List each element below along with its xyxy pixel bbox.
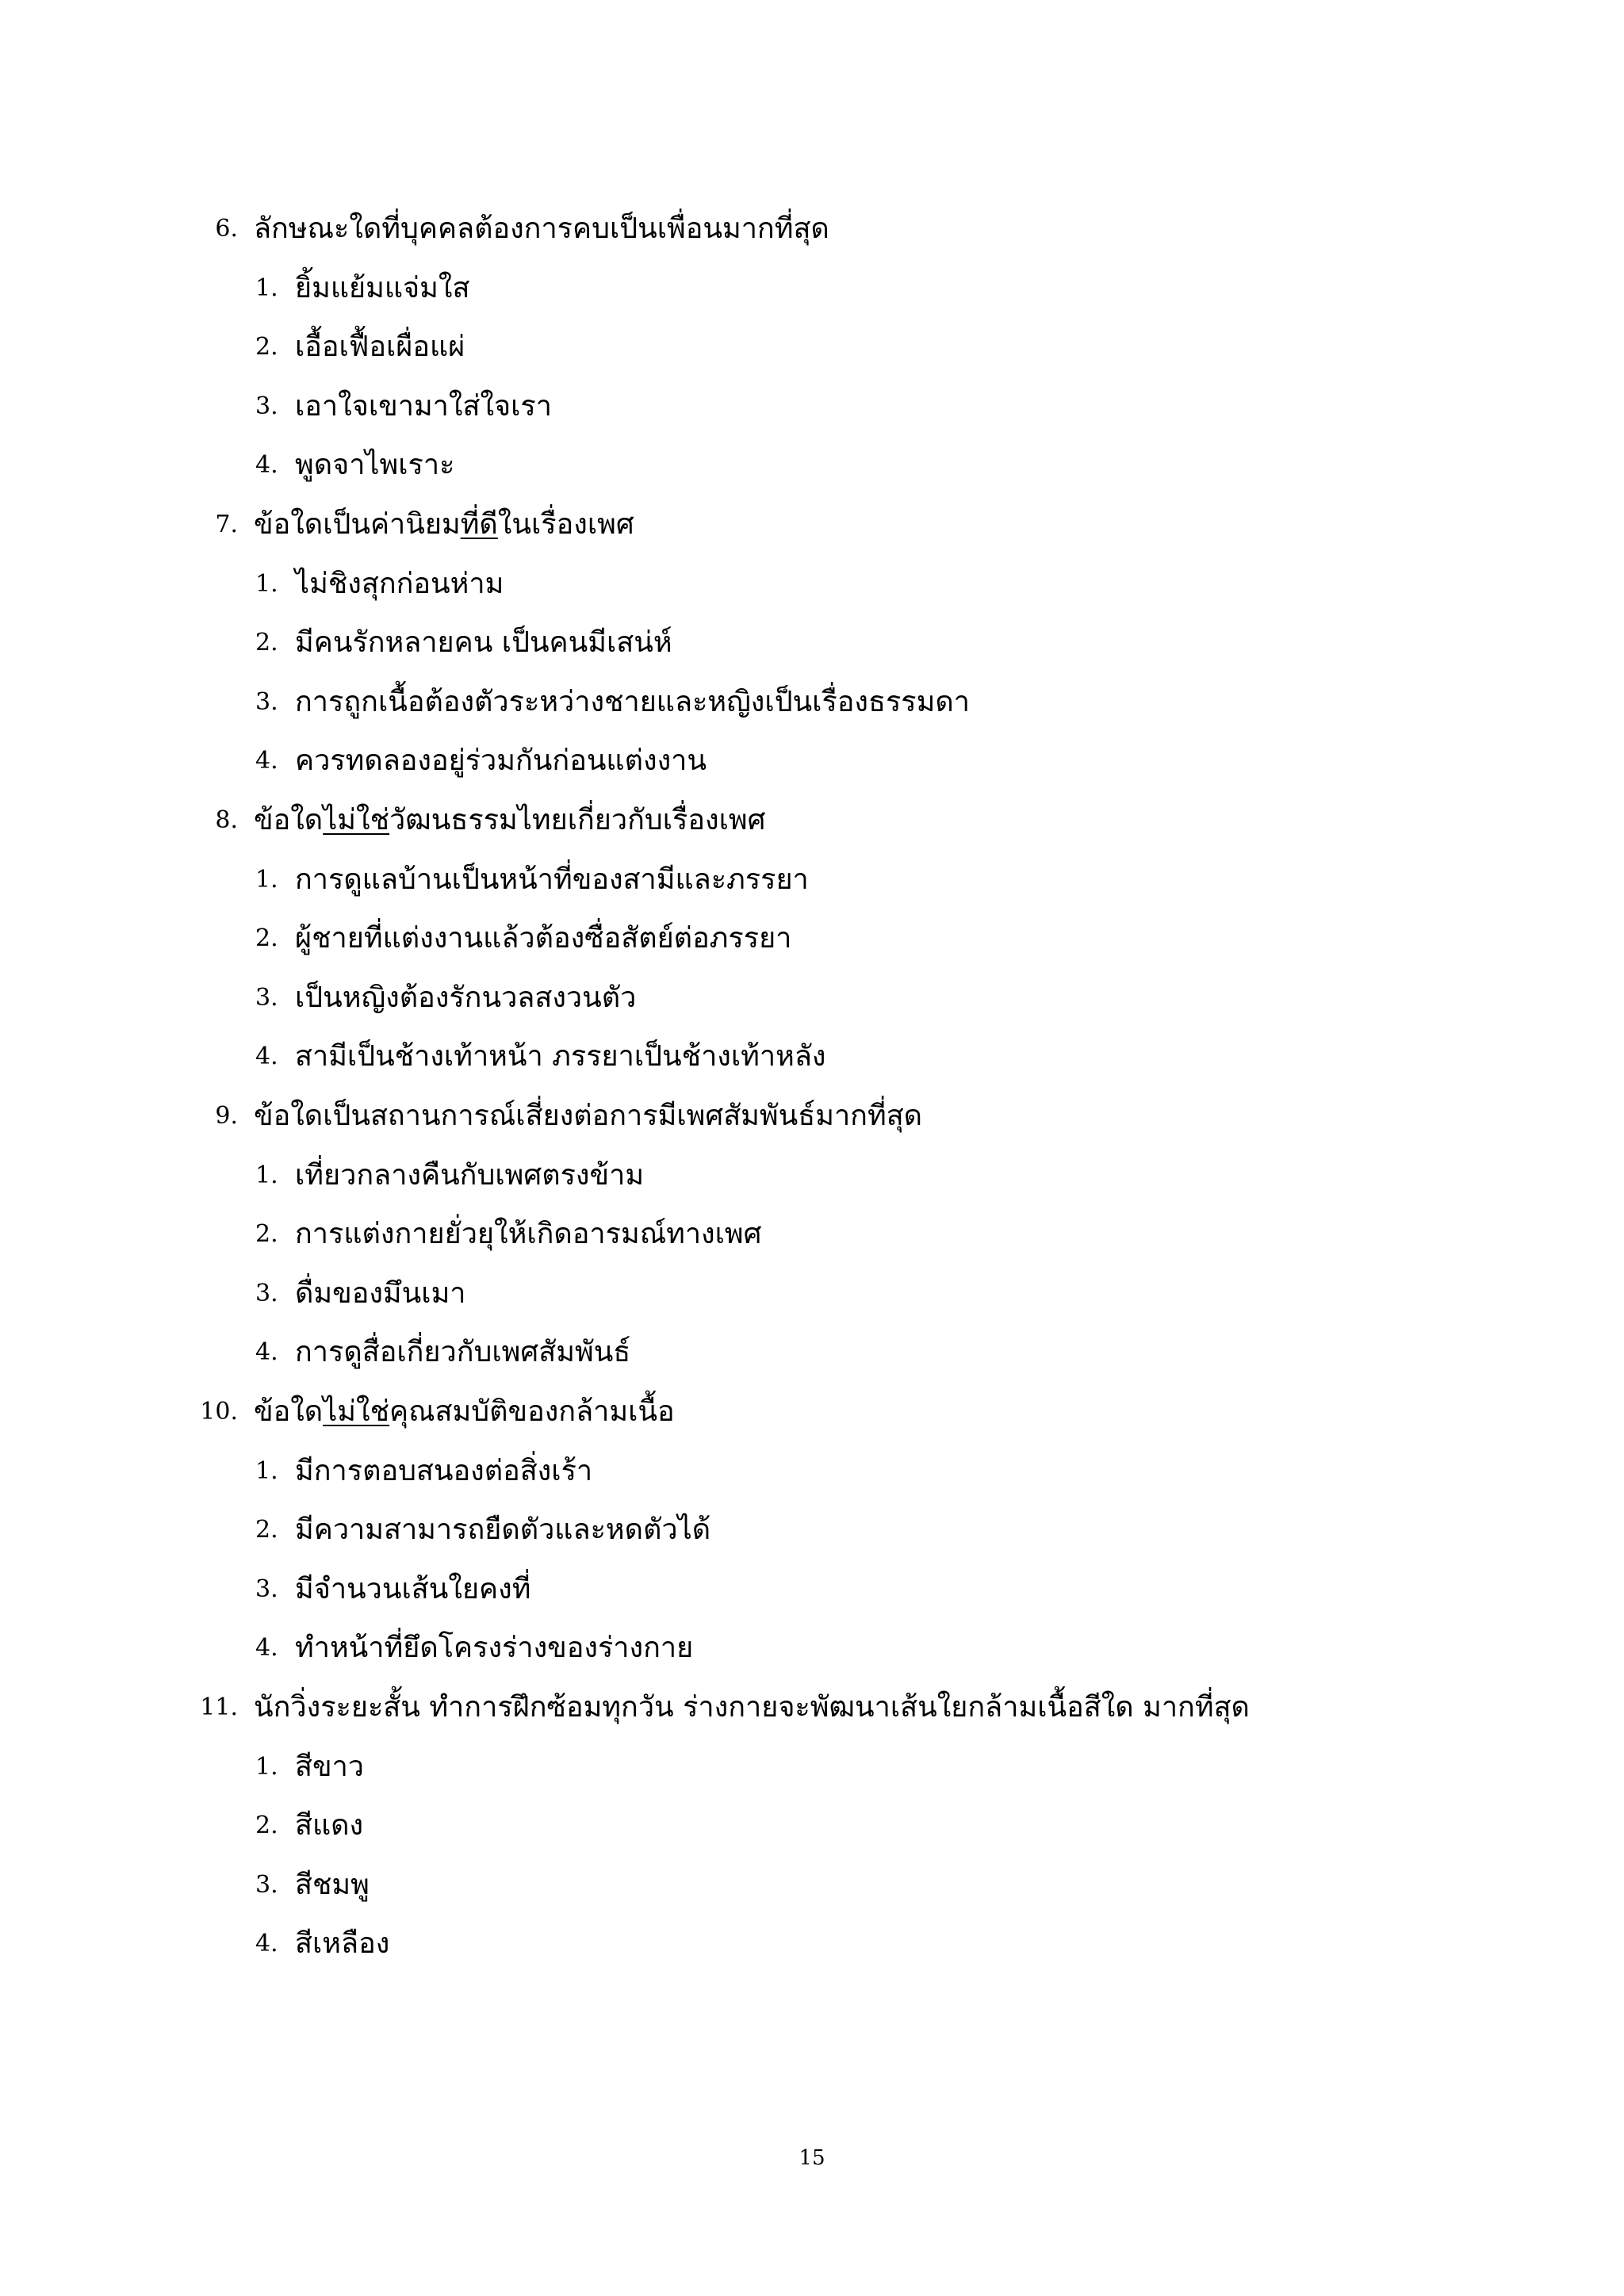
question-number: 6. [215,215,238,243]
option-number: 1. [255,1456,278,1485]
option-number: 4. [255,1338,278,1367]
answer-option [0,1265,1624,1324]
answer-option [0,1738,1624,1797]
question-text: ข้อใดเป็นสถานการณ์เสี่ยงต่อการมีเพศสัมพันธ์มากที่สุด [254,1100,923,1132]
option-number: 2. [255,1516,278,1544]
option-text: มีคนรักหลายคน เป็นคนมีเสน่ห์ [295,626,672,660]
option-number: 2. [255,629,278,657]
answer-option [0,1501,1624,1560]
option-text: เป็นหญิงต้องรักนวลสงวนตัว [295,981,637,1014]
question-9 [0,1087,1624,1383]
underlined-emphasis: ไม่ใช่ [323,804,390,836]
option-text: ควรทดลองอยู่ร่วมกันก่อนแต่งงาน [295,744,707,778]
option-text: การดูแลบ้านเป็นหน้าที่ของสามีและภรรยา [295,863,809,896]
answer-option [0,1027,1624,1087]
answer-option [0,851,1624,910]
answer-option [0,555,1624,614]
answer-option [0,909,1624,969]
option-number: 2. [255,1812,278,1840]
option-number: 4. [255,1930,278,1958]
answer-option [0,1797,1624,1856]
option-text: การดูสื่อเกี่ยวกับเพศสัมพันธ์ [295,1336,631,1369]
answer-option [0,614,1624,673]
question-11 [0,1678,1624,1974]
answer-option [0,318,1624,377]
question-number: 9. [215,1102,238,1130]
underlined-emphasis: ไม่ใช่ [323,1395,390,1428]
option-text: เที่ยวกลางคืนกับเพศตรงข้าม [295,1158,645,1192]
option-number: 1. [255,865,278,894]
option-number: 1. [255,569,278,598]
answer-option [0,1856,1624,1915]
option-number: 2. [255,924,278,953]
option-text: สามีเป็นช้างเท้าหน้า ภรรยาเป็นช้างเท้าหลัง [295,1040,826,1073]
option-number: 2. [255,1220,278,1249]
answer-option [0,1323,1624,1383]
option-text: สีเหลือง [295,1927,390,1961]
option-text: มีการตอบสนองต่อสิ่งเร้า [295,1454,593,1487]
option-text: สีขาว [295,1750,365,1783]
answer-option [0,969,1624,1028]
question-text: ลักษณะใดที่บุคคลต้องการคบเป็นเพื่อนมากที่สุด [254,212,829,245]
question-10 [0,1383,1624,1678]
option-text: มีจำนวนเส้นใยคงที่ [295,1572,531,1605]
question-number: 11. [200,1693,238,1721]
option-text: ผู้ชายที่แต่งงานแล้วต้องซื่อสัตย์ต่อภรรยา [295,922,792,955]
option-number: 2. [255,333,278,362]
option-number: 1. [255,1752,278,1781]
option-text: การแต่งกายยั่วยุให้เกิดอารมณ์ทางเพศ [295,1218,762,1251]
option-text: การถูกเนื้อต้องตัวระหว่างชายและหญิงเป็นเรื่องธรรมดา [295,685,970,718]
option-number: 3. [255,687,278,716]
answer-option [0,377,1624,437]
answer-option [0,1442,1624,1502]
page-number: 15 [799,2146,825,2170]
answer-option [0,436,1624,496]
answer-option [0,1560,1624,1620]
answer-option [0,1146,1624,1206]
answer-option [0,673,1624,733]
option-number: 1. [255,1161,278,1189]
answer-option [0,1915,1624,1974]
question-text: นักวิ่งระยะสั้น ทำการฝึกซ้อมทุกวัน ร่างกายจะพัฒนาเส้นใยกล้ามเนื้อสีใด มากที่สุด [254,1691,1250,1724]
option-number: 3. [255,392,278,420]
option-number: 1. [255,274,278,302]
option-text: เอาใจเขามาใส่ใจเรา [295,389,552,423]
question-text: ข้อใดเป็นค่านิยมที่ดีในเรื่องเพศ [254,508,634,541]
option-number: 3. [255,1279,278,1307]
option-text: ยิ้มแย้มแจ่มใส [295,271,470,304]
question-text: ข้อใดไม่ใช่คุณสมบัติของกล้ามเนื้อ [254,1395,675,1428]
question-number: 10. [200,1398,238,1425]
option-number: 4. [255,1634,278,1663]
question-text: ข้อใดไม่ใช่วัฒนธรรมไทยเกี่ยวกับเรื่องเพศ [254,804,766,836]
question-number: 8. [215,806,238,834]
question-number: 7. [215,511,238,538]
option-number: 4. [255,747,278,775]
option-text: ดื่มของมึนเมา [295,1276,466,1310]
option-number: 4. [255,451,278,480]
answer-option [0,732,1624,791]
option-number: 3. [255,1575,278,1603]
question-7 [0,496,1624,791]
option-number: 3. [255,983,278,1012]
option-number: 4. [255,1043,278,1071]
option-text: ไม่ชิงสุกก่อนห่าม [295,567,504,600]
option-text: สีชมพู [295,1868,370,1901]
question-8 [0,791,1624,1087]
answer-option [0,259,1624,319]
option-text: พูดจาไพเราะ [295,449,455,482]
answer-option [0,1619,1624,1678]
underlined-emphasis: ที่ดี [460,508,498,541]
option-text: สีแดง [295,1809,364,1843]
option-text: ทำหน้าที่ยึดโครงร่างของร่างกาย [295,1632,694,1665]
option-text: มีความสามารถยืดตัวและหดตัวได้ [295,1513,711,1547]
option-number: 3. [255,1870,278,1899]
option-text: เอื้อเฟื้อเผื่อแผ่ [295,331,465,364]
answer-option [0,1205,1624,1265]
question-6 [0,200,1624,496]
